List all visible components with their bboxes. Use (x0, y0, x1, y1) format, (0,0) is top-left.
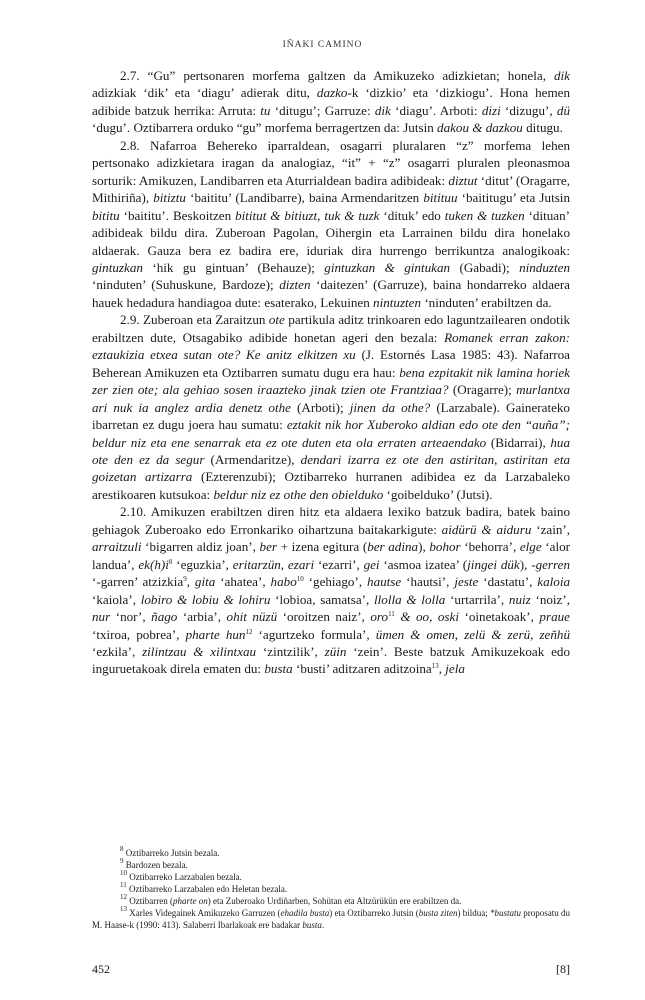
running-header: IÑAKI CAMINO (282, 40, 363, 50)
footnote-ref-11[interactable]: 11 (388, 610, 395, 619)
paragraph-2-7: 2.7. “Gu” pertsonaren morfema galtzen da Amikuzeko adizkietan; honela, dik adizkiak ‘dik’ eta ‘diagu’ adierak ditu, dazko-k ‘dizkio’ eta ‘dizkiogu’. Hona hemen adibide batzuk herrika: Arruta: tu ‘ditugu’; Garruze: dik ‘diagu’. Arboti: dizi ‘dizugu’, dü ‘dugu’. Oztibarrera orduko “gu” morfema berragertzen da: Jutsin dakou & dazkou ditugu. (92, 68, 570, 136)
footnote-ref-13[interactable]: 13 (431, 662, 439, 671)
footnote-ref-8[interactable]: 8 (168, 557, 173, 566)
paragraph-2-10: 2.10. Amikuzen erabiltzen diren hitz eta aldaera lexiko batzuk badira, batek baino gehiagok Zuberoako edo Erronkariko oihartzuna baitakarkigute: aidürü & aiduru ‘zain’, arraitzuli ‘bigarren aldiz joan’, ber + izena egitura (ber adina), bohor ‘behorra’, elge ‘alor landua’, $ek(h)i^8$ ‘eguzkia’, eritarzün, ezari ‘ezarri’, gei ‘asmoa izatea’ (jingei dük), -gerren ‘-garren’ atzizkia$^9$, gita ‘ahatea’, habo$^{10}$ ‘gehiago’, hautse ‘hautsi’, jeste ‘dastatu’, kaloia ‘kaiola’, lobiro & lobiu & lohiru ‘lobioa, samatsa’, llolla & lolla ‘urtarrila’, nuiz ‘noiz’, nur ‘nor’, ñago ‘arbia’, ohit nüzü ‘oroitzen naiz’, oro$^{11}$ & oo, oski ‘oinetakoak’, praue ‘txiroa, pobrea’, pharte hun$^{12}$ ‘agurtzeko formula’, ümen & omen, zelü & zerü, zeñhü ‘ezkila’, zilintzau & xilintxau ‘zintzilik’, züin ‘zein’. Beste batzuk Amikuzekoak edo inguruetakoak direla ematen du: busta ‘busti’ aditzaren aditzoina$^{13}$, jela (92, 504, 571, 677)
footnote-ref-12[interactable]: 12 (245, 627, 253, 636)
footnote-ref-10[interactable]: 10 (296, 575, 304, 584)
paragraph-2-9: 2.9. Zuberoan eta Zaraitzun ote partikula aditz trinkoaren edo laguntzailearen ondotik erabiltzen dute, Otsagabiko adibide honetan ageri den bezala: Romanek erran zakon: eztaukizia etxea sutan ote? Ke anitz elkitzen xu (J. Estornés Lasa 1985: 43). Nafarroa Beherean Amikuzen eta Oztibarren sumatu dugu era hau: bena ezpitakit nik lamina horiek zer zien ote; ala gehiao sosen iraazteko jinak tzien ote Frantziaa? (Oragarre); murlantxa ari nuk ia anglez ardia denetz othe (Arboti); jinen da othe? (Larzabale). Gainerateko ibarretan ez dugu joera hau sumatu: eztakit nik hor Xuberoko aldian edo ote den “auña”; beldur niz eta ene senarrak eta ez ote duten eta ola erraten arteaendako (Bidarrai), hua ote den ez da segur (Armendaritze), dendari izarra ez ote den astiritan, astiritan eta goizetan artizarra (Ezterenzubi); Oztibarreko hurranen adibidea ez da Larzabaleko arestikoaren kutsukoa: beldur niz ez othe den obielduko ‘goibelduko’ (Jutsi). (92, 312, 570, 502)
body-text (92, 67, 570, 678)
footnote-ref-9[interactable]: 9 (183, 575, 187, 584)
footnote-12: $^{12}$ Oztibarren (pharte on) eta Zuberoako Urdiñarben, Sohütan eta Altzürükün ere erabiltzen da. (120, 893, 462, 906)
paragraph-2-8: 2.8. Nafarroa Behereko iparraldean, osagarri pluralaren “z” morfema lehen pertsonako adizkietara iragan da analogiaz, “it” + “z” osagarri pluralen pleonasmoa sorturik: Amikuzen, Landibarren eta Aturrialdean badira adibideak: diztut ‘ditut’ (Oragarre, Mithiriña), bitiztu ‘baititu’ (Landibarre), baina Armendaritzen bitituu ‘baititugu’ eta Jutsin bititu ‘baititu’. Beskoitzen bititut & bitiuzt, tuk & tuzk ‘dituk’ edo tuken & tuzken ‘dituan’ adibideak bildu dira. Zuberoan Pagolan, Oihergin eta Larrainen bildu dira honelako aldaerak. Gauza bera ez badira ere, iduriak dira hurrengo berrikuntza analogikoak: gintuzkan ‘hik gu gintuan’ (Behauze); gintuzkan & gintukan (Gabadi); ninduzten ‘ninduten’ (Suhuskune, Bardoze); dizten ‘daitezen’ (Garruze), baina hondarreko aldaera hauek hedadura handiagoa dute: esaterako, Lekuinen nintuzten ‘ninduten’ erabiltzen da. (92, 137, 570, 310)
footnote-11: $^{11}$ Oztibarreko Larzabalen edo Heletan bezala. (120, 881, 288, 894)
page-bracket-number: [8] (556, 962, 570, 976)
footnote-13: $^{13}$ Xarles Videgainek Amikuzeko Garruzen (ehadila busta) eta Oztibarreko Jutsin (busta ziten) bildua; *bustatu proposatu du M. Haase-k (1990: 413). Salaberri Ibarlakoak ere badakar busta. (92, 905, 570, 930)
footnote-10: $^{10}$ Oztibarreko Larzabalen bezala. (120, 869, 242, 882)
page-number: 452 (92, 962, 110, 976)
footnotes (92, 847, 570, 931)
footnote-8: $^8$ Oztibarreko Jutsin bezala. (120, 845, 220, 858)
footnote-9: $^9$ Bardozen bezala. (120, 857, 188, 870)
